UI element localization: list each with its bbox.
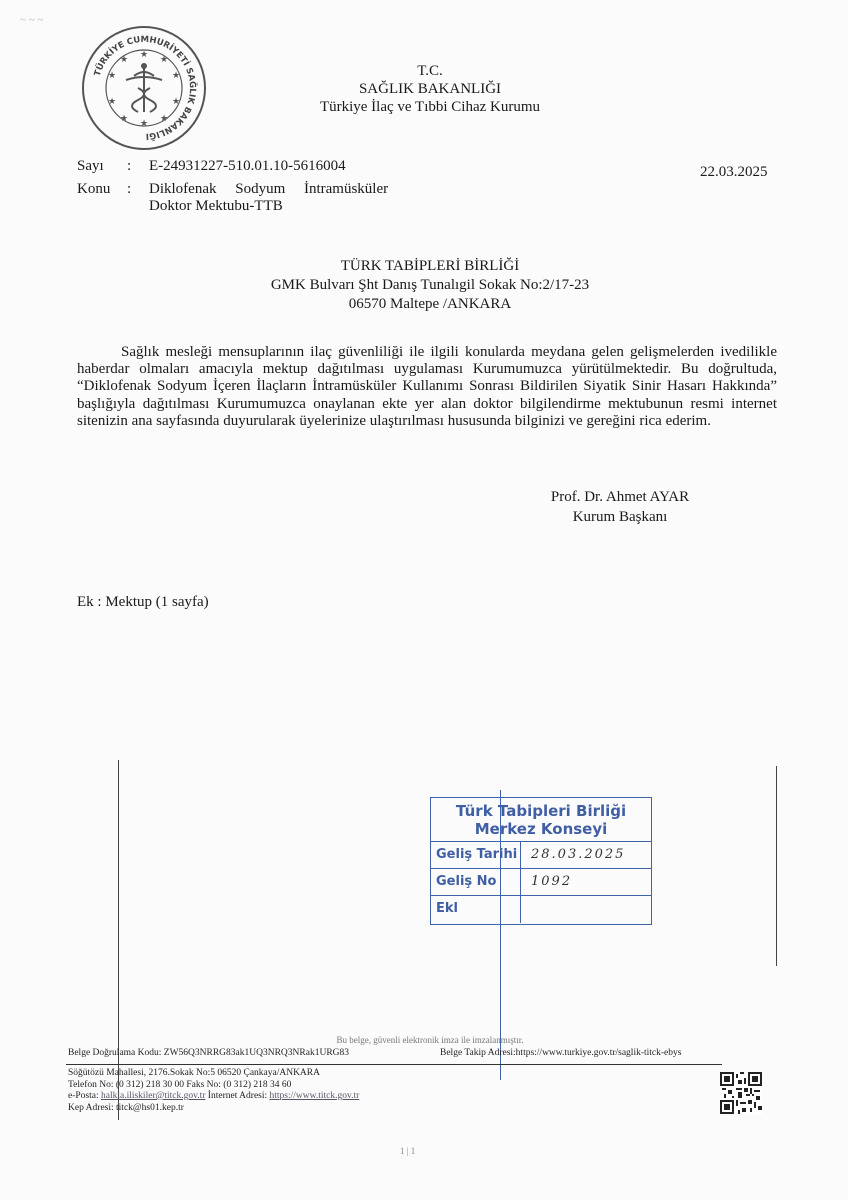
svg-text:★: ★: [139, 50, 149, 60]
contact-email-web: [68, 1091, 359, 1103]
contact-phone: Telefon No: (0 312) 218 30 00 Faks No: (0 312) 218 34 60: [68, 1079, 292, 1090]
contact-info: [68, 1068, 359, 1114]
sayi-label: Sayı: [77, 158, 104, 174]
document-meta: [77, 158, 388, 215]
svg-text:★: ★: [171, 97, 181, 107]
stamp-label-date: Geliş Tarihi: [431, 842, 521, 868]
svg-text:★: ★: [171, 71, 181, 81]
email-link[interactable]: halkla.iliskiler@titck.gov.tr: [100, 1091, 206, 1101]
signer-title: Kurum Başkanı: [572, 509, 668, 525]
svg-text:★: ★: [119, 114, 129, 124]
stamp-org: Türk Tabipleri Birliği: [455, 802, 627, 820]
stamp-value-ek: [521, 896, 651, 923]
header-agency: Türkiye İlaç ve Tıbbi Cihaz Kurumu: [319, 99, 541, 115]
margin-scribble: ~ ~ ~: [20, 14, 44, 26]
stamp-value-no: 1092: [531, 874, 573, 889]
header-ministry: SAĞLIK BAKANLIĞI: [358, 81, 502, 97]
recipient-name: TÜRK TABİPLERİ BİRLİĞİ: [340, 258, 520, 274]
seal-ring-text: TÜRKİYE CUMHURİYETİ SAĞLIK BAKANLIĞI: [92, 34, 198, 141]
scan-line-left: [118, 760, 119, 1120]
sayi-colon: :: [127, 158, 132, 174]
svg-text:★: ★: [119, 55, 129, 65]
svg-text:★: ★: [159, 114, 169, 124]
stamp-label-ek: Ekl: [431, 896, 521, 923]
konu-value-line1: Diklofenak Sodyum İntramüsküler: [149, 181, 389, 197]
stamp-row: [431, 842, 651, 869]
web-link[interactable]: https://www.titck.gov.tr: [269, 1091, 360, 1101]
svg-text:★: ★: [107, 71, 117, 81]
document-date: 22.03.2025: [700, 164, 768, 180]
recipient-city: 06570 Maltepe /ANKARA: [348, 296, 512, 312]
scan-line-right: [776, 766, 777, 966]
contact-address: Söğütözü Mahallesi, 2176.Sokak No:5 06520 Çankaya/ANKARA: [68, 1068, 320, 1078]
letterhead: [250, 62, 610, 116]
letter-body: Sağlık mesleği mensuplarının ilaç güvenliliği ile ilgili konularda meydana gelen gelişmelerden ivedilikle haberdar olmaları amacıyla mektup dağıtılması uygulaması Kurumumuzca yürütülmektedir. Bu doğrultuda, “Diklofenak Sodyum İçeren İlaçların İntramüsküler Kullanımı Sonrası Bildirilen Siyatik Sinir Hasarı Hakkında” başlığıyla dağıtılması Kurumumuzca onaylanan ekte yer alan doktor bilgilendirme mektubunun resmi internet sitenizin ana sayfasında duyurularak üyelerinize ulaştırılması hususunda bilginizi ve gereğini rica ederim.: [77, 344, 777, 429]
signer-name: Prof. Dr. Ahmet AYAR: [550, 489, 690, 505]
stamp-title: [431, 798, 651, 842]
web-label: İnternet Adresi:: [205, 1091, 270, 1101]
tracking-address: Belge Takip Adresi:https://www.turkiye.gov.tr/saglik-titck-ebys: [440, 1048, 682, 1058]
stamp-label-no: Geliş No: [431, 869, 521, 895]
footer-divider: [66, 1064, 722, 1065]
recipient-street: GMK Bulvarı Şht Danış Tunalıgil Sokak No:2/17-23: [270, 277, 590, 293]
qr-code-icon: [720, 1070, 762, 1116]
header-tc: T.C.: [417, 63, 443, 79]
stamp-row: [431, 869, 651, 896]
konu-label: Konu: [77, 181, 111, 197]
email-label: e-Posta:: [68, 1091, 101, 1101]
recipient-address: [200, 257, 660, 314]
receipt-stamp: [430, 797, 652, 925]
esign-note: Bu belge, güvenli elektronik imza ile imzalanmıştır.: [336, 1035, 524, 1045]
svg-text:★: ★: [107, 97, 117, 107]
stamp-row: [431, 896, 651, 923]
stamp-council: Merkez Konseyi: [474, 820, 608, 838]
contact-kep: Kep Adresi: titck@hs01.kep.tr: [68, 1102, 184, 1113]
svg-text:★: ★: [159, 55, 169, 65]
konu-value-line2: Doktor Mektubu-TTB: [149, 198, 283, 214]
page-number: 1 | 1: [400, 1146, 416, 1156]
sayi-value: E-24931227-510.01.10-5616004: [149, 158, 346, 174]
svg-text:★: ★: [139, 119, 149, 129]
konu-colon: :: [127, 181, 132, 197]
verify-code: Belge Doğrulama Kodu: ZW56Q3NRRG83ak1UQ3NRQ3NRak1URG83: [68, 1048, 350, 1058]
stamp-value-date: 28.03.2025: [531, 847, 626, 862]
ministry-seal-icon: [80, 24, 208, 152]
signature-block: [520, 487, 720, 527]
attachment-note: Ek : Mektup (1 sayfa): [77, 594, 209, 610]
